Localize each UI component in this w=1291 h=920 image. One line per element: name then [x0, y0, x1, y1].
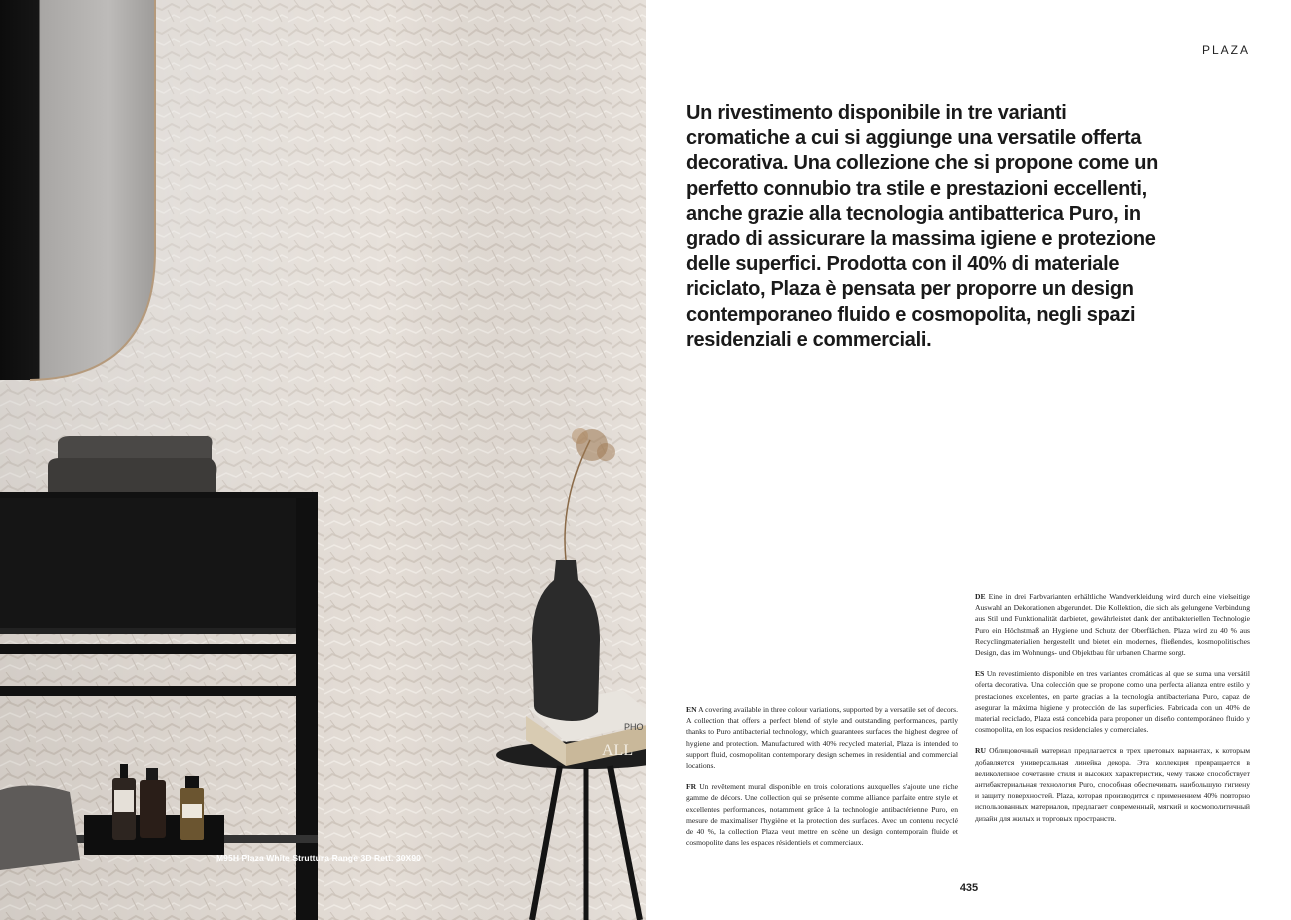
photo-caption: M95H Plaza White Struttura Range 3D Rett. 30X90: [216, 853, 421, 863]
page-number: 435: [959, 882, 979, 894]
translations-left-column: [686, 704, 958, 858]
book-cover-text: ALL: [602, 742, 634, 759]
translation-es: [975, 668, 1250, 735]
lead-paragraph: Un rivestimento disponibile in tre varianti cromatiche a cui si aggiunge una versatile offerta decorativa. Una collezione che si propone come un perfetto connubio tra stile e prestazioni eccellenti, anche grazie alla tecnologia antibatterica Puro, in grado di assicurare la massima igiene e protezione delle superfici. Prodotta con il 40% di materiale riciclato, Plaza è pensata per proporre un design contemporaneo fluido e cosmopolita, negli spazi residenziali e commerciali.: [686, 102, 1159, 351]
lang-code-de: DE: [975, 592, 986, 601]
book-spine-text: PHO: [624, 722, 644, 732]
lang-code-es: ES: [975, 669, 985, 679]
translation-fr: [686, 781, 958, 848]
translation-ru: [975, 745, 1250, 823]
section-title: PLAZA: [1201, 43, 1250, 57]
translations-right-column: [975, 591, 1250, 834]
translation-text-ru: Облицовочный материал предлагается в трех цветовых вариантах, к которым добавляется универсальная линейка декора. Эта коллекция превращается в великолепное сочетание стиля и высоких характеристик, чему также способствует антибактериальная технология Puro, способная обеспечивать наибольшую гигиену и защиту поверхностей. Plaza, которая производится с применением 40% повторно использованных материалов, предлагает современный, мягкий и космополитичный дизайн для жилых и торговых пространств.: [975, 746, 1250, 823]
lang-code-en: EN: [686, 705, 697, 714]
lang-code-ru: RU: [975, 746, 986, 756]
translation-de: [975, 591, 1250, 658]
translation-text-en: A covering available in three colour variations, supported by a versatile set of decors. A collection that offers a perfect blend of style and outstanding performances, partly thanks to Puro antibacterial technology, which guarantees surfaces the highest degree of hygiene and protection. Manufactured with 40% recycled material, Plaza is intended to support fluid, cosmopolitan contemporary design schemes in residential and commercial locations.: [686, 705, 959, 771]
lang-code-fr: FR: [686, 782, 697, 792]
translation-text-fr: Un revêtement mural disponible en trois colorations auxquelles s'ajoute une riche gamme de décors. Une collection qui se présente comme alliance parfaite entre style et excellentes performances, notamment grâce à la technologie antibactérienne Puro, en mesure de maximaliser l'hygiène et la protection des surfaces. Avec un contenu recyclé de 40 %, la collection Plaza veut mettre en scène un design contemporain fluide et cosmopolite dans les espaces résidentiels et commerciaux.: [686, 782, 958, 848]
translation-en: [686, 704, 958, 771]
translation-text-de: Eine in drei Farbvarianten erhältliche Wandverkleidung wird durch eine vielseitige Auswahl an Dekorationen abgerundet. Die Kollektion, die sich als gelungene Verbindung aus Stil und Funktionalität darbietet, gewährleistet dank der antibakteriellen Technologie Puro ein Höchstmaß an Hygiene und Schutz der Oberflächen. Plaza wird zu 40 % aus Recyclingmaterialien hergestellt und bietet ein modernes, fließendes, kosmopolitisches Design, das im Wohnungs- und Objektbau für urbanen Charme sorgt.: [975, 592, 1250, 658]
translation-text-es: Un revestimiento disponible en tres variantes cromáticas al que se suma una versátil oferta decorativa. Una colección que se propone como una perfecta alianza entre estilo y prestaciones excelentes, en parte gracias a la tecnología antibacteriana Puro, capaz de asegurar la máxima higiene y protección de las superficies. Fabricada con un 40% de material reciclado, Plaza está concebida para proponer un diseño contemporáneo fluido y cosmopolita, en los espacios residenciales y comerciales.: [975, 669, 1250, 735]
